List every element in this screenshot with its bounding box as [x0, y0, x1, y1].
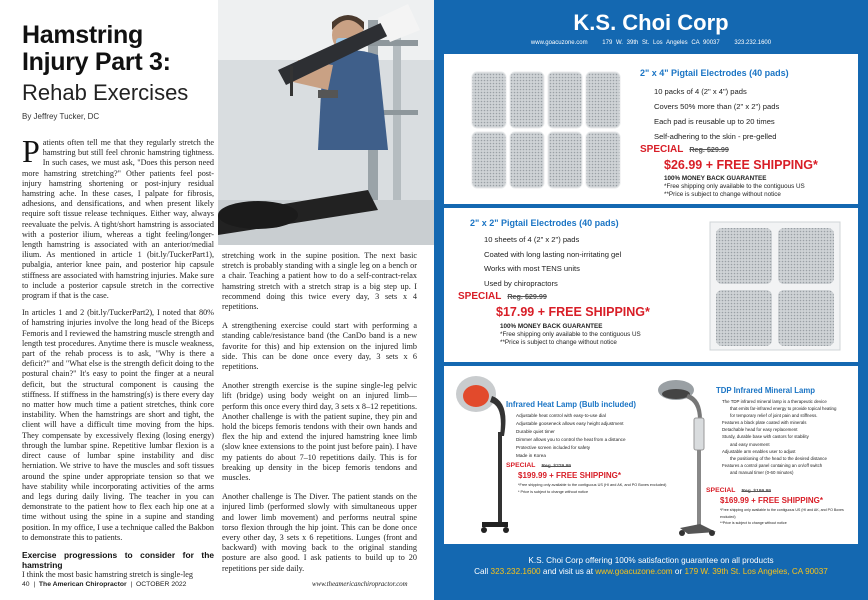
electrode-pads-image [468, 70, 628, 192]
company-phone: 323.232.1600 [734, 40, 772, 46]
feature-item: Made in Korea [516, 453, 546, 459]
feature-item: Self-adhering to the skin - pre-gelled [654, 132, 777, 141]
sale-price: $17.99 + FREE SHIPPING* [496, 305, 650, 319]
feature-item: Each pad is reusable up to 20 times [654, 117, 775, 126]
feature-item: and easy movement [730, 441, 770, 447]
special-text: SPECIAL [706, 487, 736, 494]
feature-item: Sturdy, durable base with castors for stability [722, 434, 809, 440]
byline: By Jeffrey Tucker, DC [22, 112, 100, 121]
feature-list [484, 233, 621, 291]
title-line-1: Hamstring [22, 21, 143, 49]
fine-print [720, 507, 858, 527]
call-text: Call [474, 567, 489, 576]
feature-list [516, 412, 626, 461]
special-label [640, 144, 729, 155]
product-box-2x2-electrodes [444, 208, 858, 362]
regular-price: Reg. $199.99 [741, 489, 772, 494]
fine-print [500, 323, 641, 347]
fine-print [664, 175, 805, 199]
feature-item: Adjustable arm enables user to adjust [722, 448, 796, 454]
footer-website: www.goacuzone.com [595, 567, 673, 576]
article-column-1 [22, 133, 214, 580]
company-contact [434, 40, 868, 46]
feature-item: for temporary relief of joint pain and stiffness. [730, 413, 818, 419]
product-title: 2" x 2" Pigtail Electrodes (40 pads) [470, 218, 619, 228]
paragraph: Another strength exercise is the supine single-leg pelvic lift (bridge) using body weight on an injured limb—perform this once every third day, 3 sets x 8–12 repetitions. Another challenge is with the patient supine, they pin and hold the biceps femoris tendons with their own hands and flex the hip and extend the injured hamstring knee limb (slow knee extensions to the point just before pain). I have my patients do about 7–10 repetitions daily. This is for breaking up density in the bicep femoris tendons and muscles. [222, 381, 417, 483]
guarantee: 100% MONEY BACK GUARANTEE [500, 323, 603, 330]
product-title: Infrared Heat Lamp (Bulb included) [506, 400, 636, 409]
section-heading: Exercise progressions to consider for the hamstring [22, 549, 214, 570]
feature-item: Detachable head for easy replacement [722, 427, 798, 433]
title-line-2: Injury Part 3: [22, 48, 171, 76]
product-title: TDP Infrared Mineral Lamp [716, 386, 816, 395]
feature-item: Covers 50% more than (2" x 2") pads [654, 102, 780, 111]
contact-banner [434, 567, 868, 576]
regular-price: Reg. $229.99 [541, 464, 572, 469]
special-text: SPECIAL [640, 144, 684, 155]
feature-list [654, 84, 779, 144]
feature-list [722, 398, 836, 476]
page-number: 40 [22, 581, 30, 588]
price-note: **Price is subject to change without notice [720, 521, 787, 525]
paragraph: I think the most basic hamstring stretch is single-leg [22, 569, 193, 579]
drop-cap: P [22, 133, 40, 169]
feature-item: Used by chiropractors [484, 278, 558, 288]
sale-price: $26.99 + FREE SHIPPING* [664, 158, 818, 172]
shipping-note: *Free shipping only available to the contiguous US (HI and AK, and PO Boxes excluded) [720, 508, 844, 519]
regular-price: Reg. $29.99 [507, 292, 547, 301]
article-column-2 [222, 251, 417, 583]
feature-item: that emits far-infrared energy to provide topical heating [730, 406, 837, 412]
paragraph [22, 133, 214, 301]
paragraph: stretching work in the supine position. The next basic stretch is probably standing with a single leg on a bench or a chair. Teaching a patient how to do a self-contract-relax hamstring stretch with a stretch strap is a big step up. I recommend doing this twice every day, 3 sets x 4 repetitions. [222, 251, 417, 312]
special-text: SPECIAL [458, 291, 502, 302]
feature-item: 10 sheets of 4 (2" x 2") pads [484, 235, 580, 244]
page-footer: 40 | The American Chiropractor | OCTOBER 2022 [22, 581, 187, 588]
infrared-heat-lamp-image [452, 372, 512, 538]
special-label [706, 487, 771, 494]
price-note: **Price is subject to change without notice [500, 339, 617, 346]
or-text: or [674, 567, 683, 576]
tdp-mineral-lamp-image [650, 376, 716, 540]
feature-item: Durable quiet timer [516, 429, 555, 435]
clinic-stretch-photo [218, 0, 434, 245]
company-address: 179 W. 39th St. Los Angeles CA 90037 [602, 40, 720, 46]
product-box-heat-lamps [444, 366, 858, 544]
price-note: **Price is subject to change without notice [664, 191, 781, 198]
article-photo [218, 0, 434, 245]
feature-item: 10 packs of 4 (2" x 4") pads [654, 87, 747, 96]
magazine-url: www.theamericanchiropractor.com [312, 581, 408, 588]
ad-page [434, 0, 868, 600]
fine-print [518, 482, 666, 495]
guarantee-banner: K.S. Choi Corp offering 100% satisfaction guarantee on all products [528, 556, 774, 565]
paragraph: A strengthening exercise could start with performing a standing cable/resistance band (the CanDo band is a new favorite for this) and hip extension on the injured limb side. This can be done once every day, 3 sets x 6 repetitions. [222, 321, 417, 372]
guarantee: 100% MONEY BACK GUARANTEE [664, 175, 767, 182]
sale-price: $169.99 + FREE SHIPPING* [720, 496, 823, 505]
product-title: 2" x 4" Pigtail Electrodes (40 pads) [640, 68, 789, 78]
feature-item: Features a control panel containing an on/off switch [722, 462, 823, 468]
feature-item: the positioning of the head to the desired distance [730, 455, 827, 461]
visit-text: and visit us at [542, 567, 593, 576]
paragraph: Another challenge is The Diver. The patient stands on the injured limb (performed slowly with simultaneous upper and lower limb movement) and performs neutral spine torso flexion through the hip joint. This can be done once every other day, 3 sets x 6 repetitions. Lunges (front and backward) with moving back to the original standing posture are also good. I ask patients to build up to 20 repetitions per side daily. [222, 492, 417, 573]
issue-date: OCTOBER 2022 [135, 581, 187, 588]
feature-item: Protective screen included for safety [516, 445, 591, 451]
article-title [22, 22, 222, 76]
shipping-note: *Free shipping only available to the contiguous US (HI and AK, and PO Boxes excluded) [518, 483, 667, 487]
price-note: * Price is subject to change without notice [518, 489, 589, 494]
article-subtitle: Rehab Exercises [22, 80, 189, 105]
footer-phone: 323.232.1600 [490, 567, 541, 576]
paragraph: In articles 1 and 2 (bit.ly/TuckerPart2), I noted that 80% of hamstring injuries involve the long head of the Biceps Femoris and I reviewed the hamstring muscle strength and length test procedures. Anytime there is muscle weakness, part of the rehab process is to ask, "Why is there a deficit?" and "What else is the strength deficit doing to the postural chain?" It's easy to point the finger at a neural deficit, but the structural component is causing the stiffness. If stiffness in the hamstring(s) is there every day no matter how much time a patient stretches, think core instability. When the hamstrings are short and tight, the client will have a difficult time moving from the hips. They compensate by excessively flexing (losing energy) through the lumbar spine. Repetitive lumbar flexion is a direct cause of lumbar spine instability and disc herniation. We strive to have the muscles and soft tissues around the spine under appropriate tension so that we have stability while incorporating activities of the arms and legs during daily living. The teacher in you can demonstrate to the patient how to flex each hip one at a time without using the spine in a supine and standing position. In my office, I use a technique called the Bakbon to demonstrate this to patients. [22, 308, 214, 542]
footer-address: 179 W. 39th St. Los Angeles, CA 90037 [684, 567, 828, 576]
shipping-note: *Free shipping only available to the contiguous US [664, 183, 805, 190]
electrode-sheets-image [706, 218, 846, 356]
special-label [506, 462, 571, 469]
special-label [458, 291, 547, 302]
feature-item: Dimmer allows you to control the heat from a distance [516, 437, 626, 443]
paragraph-text: atients often tell me that they regularly stretch the hamstring but still feel chronic hamstring tightness. In such cases, we must ask, "Does this person need more hamstring stretching?" Other patients feel post-injury hamstring shortening or post-injury residual hamstring ache. In these cases, I palpate for fibrosis, adhesions, and densifications, and when present likely require soft tissue release techniques. Either way, always reevaluate the pelvis. A tight/short hamstring is associated with a posterior ilium, whereas a tight feeling/longer-length hamstring is associated with an anterior/medial ilium. As mentioned in article 1 (bit.ly/TuckerPart1), pubalgia, anterior knee pain, and posterior hip capsule stiffness are associated with hamstring injuries. Make sure to include a posterior capsule stretch in the corrective program if that is the case. [22, 138, 214, 301]
feature-item: The TDP infrared mineral lamp is a therapeutic device [722, 399, 827, 404]
feature-item: Adjustable gooseneck allows easy height adjustment [516, 421, 624, 427]
sale-price: $199.99 + FREE SHIPPING* [518, 471, 621, 480]
feature-item: and manual timer (0-60 minutes) [730, 469, 794, 475]
magazine-name: The American Chiropractor [38, 581, 127, 588]
regular-price: Reg. $29.99 [689, 145, 729, 154]
feature-item: Features a black plate coated with minerals [722, 420, 807, 426]
feature-item: Coated with long lasting non-irritating gel [484, 249, 622, 259]
company-website: www.goacuzone.com [530, 40, 588, 46]
special-text: SPECIAL [506, 462, 536, 469]
company-name: K.S. Choi Corp [573, 10, 729, 35]
product-box-2x4-electrodes [444, 54, 858, 204]
feature-item: Adjustable heat control with easy-to-use dial [516, 413, 606, 418]
feature-item: Works with most TENS units [484, 264, 580, 273]
shipping-note: *Free shipping only available to the contiguous US [500, 331, 641, 338]
